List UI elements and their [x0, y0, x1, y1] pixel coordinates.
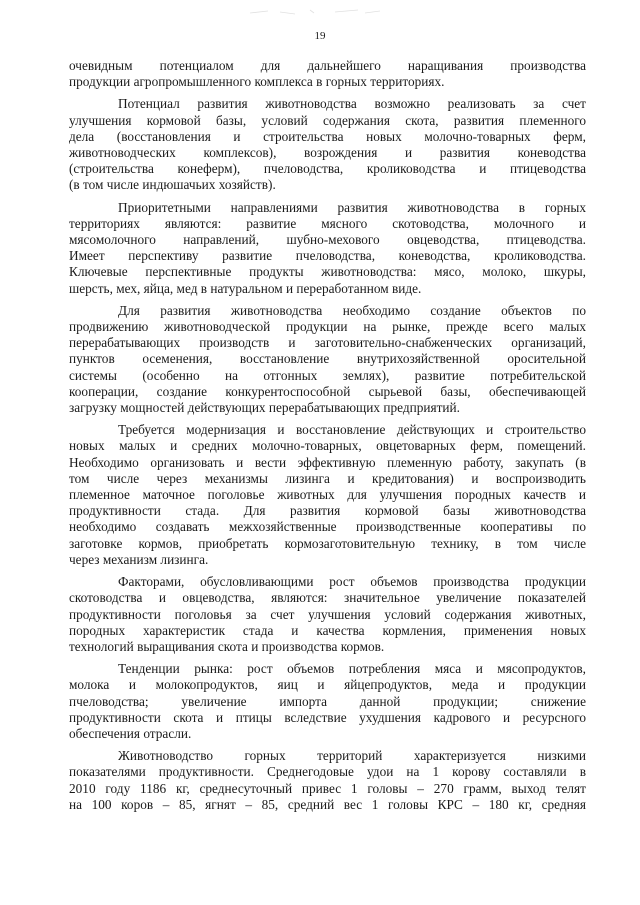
paragraph: [69, 661, 586, 742]
text-line: племенное маточное поголовье животных для улучшения породных качеств и: [69, 487, 586, 503]
text-line: территориях являются: развитие мясного скотоводства, молочного и: [69, 215, 586, 231]
text-line: перерабатывающих производств и заготовительно-снабженческих организаций,: [69, 335, 586, 351]
text-line: продукции агропромышленного комплекса в горных территориях.: [69, 74, 445, 90]
text-line: животноводческих комплексов), возрождения и развития коневодства: [69, 145, 586, 161]
text-line: Ключевые перспективные продукты животноводства: мясо, молоко, шкуры,: [69, 264, 586, 280]
text-line: молока и молокопродуктов, яиц и яйцепродуктов, меда и продукции: [69, 677, 586, 693]
text-line: (в том числе индюшачьих хозяйств).: [69, 177, 276, 193]
text-line: породных характеристик стада и качества кормления, применения новых: [69, 622, 586, 638]
document-body: [69, 58, 586, 813]
text-line: необходимо создавать межхозяйственные производственные кооперативы по: [69, 519, 586, 535]
text-line: продуктивности стада. Для развития кормовой базы животноводства: [69, 503, 586, 519]
text-line: системы (особенно на отгонных землях), развитие потребительской: [69, 367, 586, 383]
text-line: обеспечения отрасли.: [69, 725, 192, 741]
text-line: пчеловодства; увеличение импорта данной продукции; снижение: [69, 693, 586, 709]
text-line: (строительства конеферм), пчеловодства, кролиководства и птицеводства: [69, 161, 586, 177]
text-line: том числе через механизмы лизинга и кредитования) и воспроизводить: [69, 470, 586, 486]
paragraph: [69, 200, 586, 297]
text-line: Требуется модернизация и восстановление действующих и строительство: [118, 422, 586, 438]
page-number: 19: [314, 30, 326, 42]
text-line: пунктов осеменения, восстановление внутрихозяйственной оросительной: [69, 351, 586, 367]
paragraph: [69, 422, 586, 568]
text-line: технологий выращивания скота и производства кормов.: [69, 638, 385, 654]
text-line: Необходимо организовать и вести эффективную племенную работу, закупать (в: [69, 454, 586, 470]
text-line: Животноводство горных территорий характеризуется низкими: [118, 748, 586, 764]
text-line: Тенденции рынка: рост объемов потребления мяса и мясопродуктов,: [118, 661, 586, 677]
text-line: продуктивности поголовья за счет улучшения условий содержания животных,: [69, 606, 586, 622]
text-line: очевидным потенциалом для дальнейшего наращивания производства: [69, 58, 586, 73]
text-line: заготовке кормов, приобретать кормозаготовительную технику, в том числе: [69, 535, 586, 551]
text-line: продвижению животноводческой продукции на рынке, прежде всего малых: [69, 319, 586, 335]
text-line: дела (восстановления и строительства новых молочно-товарных ферм,: [69, 128, 586, 144]
text-line: улучшения кормовой базы, условий содержания скота, развития племенного: [69, 112, 586, 128]
text-line: показателями продуктивности. Среднегодовые удои на 1 корову составляли в: [69, 764, 586, 780]
text-line: загрузку мощностей действующих перерабатывающих предприятий.: [69, 400, 460, 416]
text-line: мясомолочного направлений, шубно-мехового овцеводства, птицеводства.: [69, 232, 586, 248]
paragraph: [69, 58, 586, 90]
paragraph: [69, 96, 586, 193]
text-line: 2010 году 1186 кг, среднесуточный привес 1 головы – 270 грамм, выход телят: [69, 780, 586, 796]
text-line: продуктивности скота и птицы вследствие ухудшения кадрового и ресурсного: [69, 709, 586, 725]
text-line: на 100 коров – 85, ягнят – 85, средний вес 1 головы КРС – 180 кг, средняя: [69, 796, 586, 812]
text-line: кооперации, создание конкурентоспособной сырьевой базы, обеспечивающей: [69, 383, 586, 399]
paragraph: [69, 748, 586, 813]
text-line: шерсть, мех, яйца, мед в натуральном и переработанном виде.: [69, 280, 422, 296]
text-line: Имеет перспективу развитие пчеловодства, коневодства, кролиководства.: [69, 248, 586, 264]
text-line: через механизм лизинга.: [69, 551, 209, 567]
text-line: Потенциал развития животноводства возможно реализовать за счет: [118, 96, 586, 112]
text-line: Для развития животноводства необходимо создание объектов по: [118, 302, 586, 318]
text-line: скотоводства и овцеводства, являются: значительное увеличение показателей: [69, 590, 586, 606]
paragraph: [69, 303, 586, 416]
scan-artifact: [240, 4, 390, 18]
text-line: Приоритетными направлениями развития животноводства в горных: [118, 199, 586, 215]
paragraph: [69, 574, 586, 655]
text-line: новых малых и средних молочно-товарных, овцетоварных ферм, помещений.: [69, 438, 586, 454]
text-line: Факторами, обусловливающими рост объемов производства продукции: [118, 574, 586, 590]
